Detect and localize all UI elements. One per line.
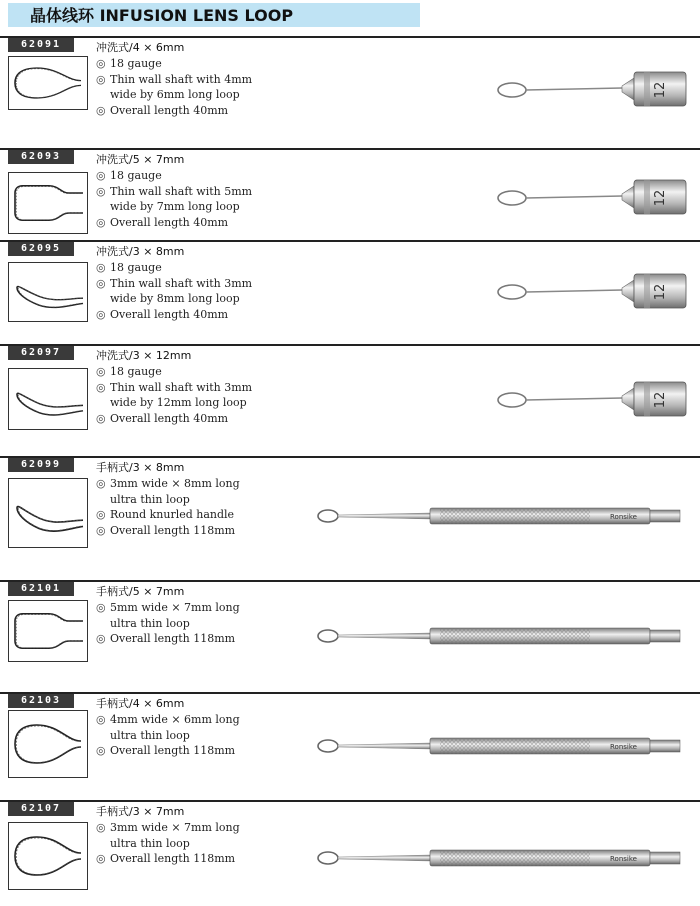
loop-diagram: [8, 822, 88, 890]
product-code: 62097: [8, 346, 74, 360]
loop-knurl-pattern: [18, 287, 81, 307]
product-type-label: 手柄式/3 × 8mm: [96, 461, 185, 474]
spec-item: [96, 364, 252, 380]
bullet-icon: ◎: [96, 169, 106, 182]
hub-ring: [644, 72, 650, 106]
product-type-label: 手柄式/4 × 6mm: [96, 697, 185, 710]
product-type-label: 手柄式/3 × 7mm: [96, 805, 185, 818]
instrument-photo: [300, 60, 690, 120]
spec-item: [96, 184, 252, 200]
loop-knurl-pattern: [18, 394, 81, 415]
bullet-icon: ◎: [96, 261, 106, 274]
instrument-photo: [300, 168, 690, 228]
hub-gauge-marking: 12: [653, 283, 668, 301]
spec-list: [96, 168, 252, 230]
spec-item: [96, 87, 252, 103]
spec-text: Round knurled handle: [110, 508, 235, 521]
spec-item: [96, 260, 252, 276]
loop-diagram-graphic: [9, 57, 87, 109]
wire-loop: [318, 740, 338, 752]
loop-diagram: [8, 172, 88, 234]
spec-text: Thin wall shaft with 5mm: [110, 184, 253, 198]
loop-knurl-pattern: [16, 69, 79, 98]
spec-text: ultra thin loop: [110, 492, 190, 506]
spec-text: Thin wall shaft with 4mm: [110, 72, 253, 86]
hub-cone: [622, 78, 634, 100]
spec-text: 18 gauge: [110, 169, 162, 182]
spec-text: Overall length 118mm: [110, 523, 236, 537]
hub-ring: [644, 180, 650, 214]
shaft: [526, 88, 622, 90]
section-divider: [0, 36, 700, 38]
bullet-icon: ◎: [96, 852, 106, 865]
spec-item: [96, 307, 252, 323]
wire-loop: [498, 285, 526, 299]
product-type-label: 冲洗式/3 × 8mm: [96, 245, 185, 258]
loop-diagram: [8, 368, 88, 430]
loop-diagram: [8, 262, 88, 322]
spec-list: [96, 364, 252, 426]
shaft: [526, 398, 622, 400]
bullet-icon: ◎: [96, 103, 106, 117]
spec-text: Overall length 40mm: [110, 411, 229, 425]
handle-brand-marking: Ronsike: [610, 513, 637, 521]
bullet-icon: ◎: [96, 411, 106, 425]
spec-item: [96, 851, 240, 867]
spec-item: [96, 168, 252, 184]
loop-outline: [15, 837, 81, 875]
spec-text: Thin wall shaft with 3mm: [110, 276, 253, 290]
loop-diagram-graphic: [9, 369, 87, 429]
hub-gauge-marking: 12: [653, 189, 668, 207]
spec-text: ultra thin loop: [110, 728, 190, 742]
hub-cone: [622, 388, 634, 410]
loop-diagram: [8, 56, 88, 110]
spec-text: wide by 8mm long loop: [110, 292, 240, 305]
spec-list: [96, 600, 240, 647]
handle-end-cap: [650, 852, 680, 864]
instrument-graphic: [300, 370, 690, 430]
spec-item: [96, 103, 252, 119]
bullet-icon: ◎: [96, 365, 106, 378]
hub-ring: [644, 382, 650, 416]
spec-item: [96, 476, 240, 492]
product-type-label: 冲洗式/5 × 7mm: [96, 153, 185, 166]
tapered-shaft: [338, 513, 430, 519]
spec-item: [96, 199, 252, 215]
instrument-photo: [300, 498, 690, 534]
loop-diagram-graphic: [9, 173, 87, 233]
bullet-icon: ◎: [96, 72, 106, 86]
spec-item: [96, 836, 240, 852]
loop-outline: [15, 614, 83, 649]
loop-outline: [15, 186, 83, 221]
spec-list: [96, 56, 252, 118]
bullet-icon: ◎: [96, 601, 106, 614]
loop-diagram: [8, 710, 88, 778]
wire-loop: [498, 191, 526, 205]
product-code: 62093: [8, 150, 74, 164]
product-type-label: 手柄式/5 × 7mm: [96, 585, 185, 598]
loop-knurl-pattern: [16, 187, 81, 220]
bullet-icon: ◎: [96, 215, 106, 229]
product-code: 62107: [8, 802, 74, 816]
spec-item: [96, 523, 240, 539]
instrument-photo: [300, 262, 690, 322]
spec-item: [96, 631, 240, 647]
loop-knurl-pattern: [16, 726, 79, 762]
bullet-icon: ◎: [96, 57, 106, 70]
wire-loop: [318, 852, 338, 864]
bullet-icon: ◎: [96, 477, 106, 490]
instrument-graphic: [300, 498, 690, 534]
spec-item: [96, 395, 252, 411]
wire-loop: [318, 510, 338, 522]
instrument-photo: [300, 728, 690, 764]
spec-text: Thin wall shaft with 3mm: [110, 380, 253, 394]
knurled-grip: [440, 628, 590, 644]
spec-text: wide by 12mm long loop: [110, 396, 247, 409]
product-type-label: 冲洗式/4 × 6mm: [96, 41, 185, 54]
section-divider: [0, 344, 700, 346]
hub-ring: [644, 274, 650, 308]
spec-item: [96, 492, 240, 508]
loop-diagram-graphic: [9, 263, 87, 321]
instrument-graphic: [300, 728, 690, 764]
knurled-grip: [440, 850, 590, 866]
section-divider: [0, 800, 700, 802]
bullet-icon: ◎: [96, 821, 106, 834]
spec-item: [96, 743, 240, 759]
spec-text: wide by 7mm long loop: [110, 200, 240, 213]
spec-item: [96, 820, 240, 836]
page-title: 晶体线环 INFUSION LENS LOOP: [30, 6, 294, 25]
spec-list: [96, 712, 240, 759]
section-divider: [0, 692, 700, 694]
bullet-icon: ◎: [96, 380, 106, 394]
shaft: [526, 290, 622, 292]
instrument-graphic: [300, 168, 690, 228]
spec-item: [96, 616, 240, 632]
instrument-graphic: [300, 618, 690, 654]
loop-outline: [15, 725, 81, 763]
spec-item: [96, 276, 252, 292]
spec-text: 18 gauge: [110, 365, 162, 378]
section-divider: [0, 148, 700, 150]
instrument-photo: [300, 370, 690, 430]
spec-text: Overall length 118mm: [110, 744, 236, 757]
spec-text: Overall length 40mm: [110, 103, 229, 117]
spec-list: [96, 476, 240, 538]
loop-knurl-pattern: [16, 838, 79, 874]
spec-item: [96, 56, 252, 72]
hub-cone: [622, 280, 634, 302]
tapered-shaft: [338, 633, 430, 639]
loop-diagram-graphic: [9, 711, 87, 777]
spec-item: [96, 291, 252, 307]
wire-loop: [318, 630, 338, 642]
spec-item: [96, 600, 240, 616]
spec-item: [96, 411, 252, 427]
hub-cone: [622, 186, 634, 208]
bullet-icon: ◎: [96, 744, 106, 757]
instrument-photo: [300, 840, 690, 876]
loop-diagram-graphic: [9, 601, 87, 661]
spec-item: [96, 712, 240, 728]
bullet-icon: ◎: [96, 523, 106, 537]
spec-item: [96, 215, 252, 231]
spec-list: [96, 820, 240, 867]
spec-text: Overall length 40mm: [110, 307, 229, 321]
loop-knurl-pattern: [16, 615, 81, 648]
knurled-grip: [440, 738, 590, 754]
spec-text: 18 gauge: [110, 57, 162, 70]
section-divider: [0, 456, 700, 458]
product-code: 62099: [8, 458, 74, 472]
product-code: 62095: [8, 242, 74, 256]
handle-brand-marking: Ronsike: [610, 743, 637, 751]
product-code: 62091: [8, 38, 74, 52]
spec-text: Overall length 118mm: [110, 852, 236, 865]
handle-end-cap: [650, 630, 680, 642]
wire-loop: [498, 83, 526, 97]
handle-end-cap: [650, 740, 680, 752]
spec-item: [96, 380, 252, 396]
spec-item: [96, 72, 252, 88]
spec-text: 3mm wide × 8mm long: [110, 477, 240, 490]
bullet-icon: ◎: [96, 307, 106, 321]
product-code: 62101: [8, 582, 74, 596]
bullet-icon: ◎: [96, 632, 106, 645]
hub-gauge-marking: 12: [653, 81, 668, 99]
product-code: 62103: [8, 694, 74, 708]
page-header: [0, 0, 700, 30]
tapered-shaft: [338, 855, 430, 861]
wire-loop: [498, 393, 526, 407]
section-divider: [0, 240, 700, 242]
spec-text: Overall length 118mm: [110, 632, 236, 645]
instrument-graphic: [300, 840, 690, 876]
loop-knurl-pattern: [18, 507, 81, 531]
spec-text: 3mm wide × 7mm long: [110, 821, 240, 834]
instrument-graphic: [300, 60, 690, 120]
loop-diagram-graphic: [9, 479, 87, 547]
spec-text: ultra thin loop: [110, 836, 190, 850]
spec-text: 18 gauge: [110, 261, 162, 274]
spec-text: 5mm wide × 7mm long: [110, 601, 240, 614]
spec-text: Overall length 40mm: [110, 215, 229, 229]
spec-list: [96, 260, 252, 322]
spec-text: wide by 6mm long loop: [110, 88, 240, 101]
spec-item: [96, 728, 240, 744]
loop-outline: [15, 68, 81, 98]
bullet-icon: ◎: [96, 508, 106, 521]
bullet-icon: ◎: [96, 276, 106, 290]
spec-item: [96, 507, 240, 523]
hub-gauge-marking: 12: [653, 391, 668, 409]
knurled-grip: [440, 508, 590, 524]
product-type-label: 冲洗式/3 × 12mm: [96, 349, 192, 362]
loop-diagram: [8, 478, 88, 548]
instrument-graphic: [300, 262, 690, 322]
bullet-icon: ◎: [96, 184, 106, 198]
section-divider: [0, 580, 700, 582]
spec-text: ultra thin loop: [110, 616, 190, 630]
loop-diagram-graphic: [9, 823, 87, 889]
handle-end-cap: [650, 510, 680, 522]
tapered-shaft: [338, 743, 430, 749]
shaft: [526, 196, 622, 198]
spec-text: 4mm wide × 6mm long: [110, 713, 240, 726]
bullet-icon: ◎: [96, 713, 106, 726]
instrument-photo: [300, 618, 690, 654]
handle-brand-marking: Ronsike: [610, 855, 637, 863]
loop-diagram: [8, 600, 88, 662]
